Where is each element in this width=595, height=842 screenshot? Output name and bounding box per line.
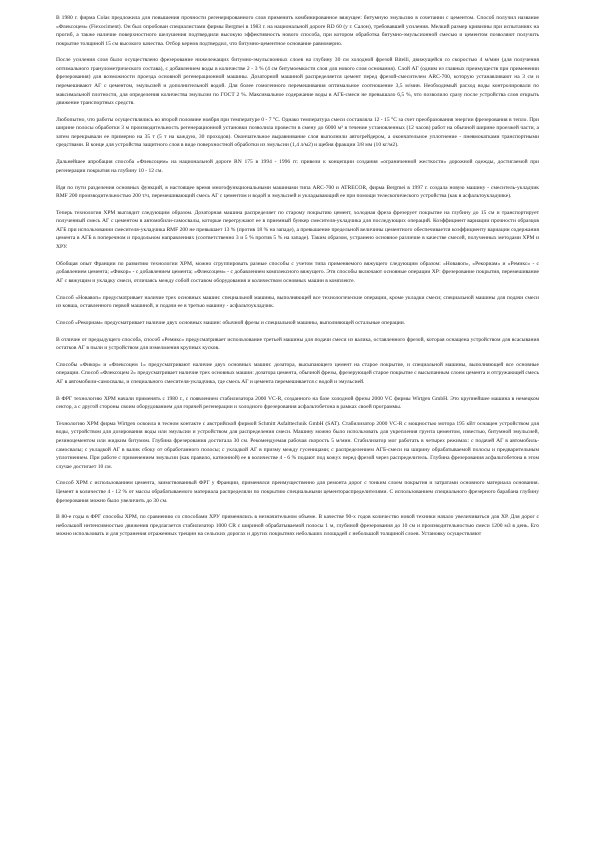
paragraph-1: В 1980 г. фирма Colas предложила для повышения прочности регенерированного слоя применить комбинированное вяжущее: битумную эмульсию в сочетании с цементом. Способ получил название «Флексоцем» (Flexociment). Он был опробован специалистами фирмы Bergmei в 1983 г. на национальной дороге RD 60 (у г. Салон), требовавшей усиления. Мелкий размер кривизны при испытаниях на прогиб, а также наличие поверхностного шелушения подтвердили высокую эффективность нового способа, при котором обработка битумно-эмульсионной смесью и цементом позволяют получить покрытие толщиной 15 см высокого качества. Отбор кернов подтвердил, что битумно-цементное основание равномерно. bbox=[56, 15, 539, 47]
paragraph-13: Технологию ХРМ фирма Wirtgen освоила в тесном контакте с австрийской фирмой Schmitt Asfalttechnik GmbH (SAT). Стабилизатор 2000 VC-R с мощностью мотора 195 кВт оснащен устройством для воды, устройством для дозирования воды или эмульсии и устройством для распределения смеси. Машину можно было использовать для укрепления грунта цементом, известью, битумной эмульсией, резиноцементом или жидким битумом. Глубина фрезерования достигала 30 см. Рекомендуемая рабочая скорость 5 м/мин. Стабилизатор мог работать в четырех режимах: с подачей АГ в автомобиль-самосвалы; с укладкой АГ в валик сбоку от обработанного полосы; с укладкой АГ в призму между гусеницами; с распределением АГБ-смеси на ширину обрабатываемой полосы и предварительным уплотнением. При работе с применением эмульсии (как правило, катионной) ее в количестве 4 - 6 % подают под кожух перед фрезой через распределитель. Глубина фрезерования асфальтобетона в этом случае достигает 10 см. bbox=[56, 420, 539, 470]
paragraph-9: Способ «Рекориам» предусматривает наличие двух основных машин: обычной фрезы и специальной машины, выполняющей остальные операции. bbox=[56, 319, 406, 326]
paragraph-8: Способ «Новавоп» предусматривает наличие трех основных машин: специальной машины, выполняющей все технологические операции, кроме укладки смеси; специальной машины для подачи смеси из ковша, оставленного первой машиной, и подачи ее в третью машину - асфальтоукладчик. bbox=[56, 294, 539, 310]
paragraph-4: Дальнейшее апробация способа «Флексоцем» на национальной дороге RN 175 в 1994 - 1996 гг. привели к концепции создания «ограниченной жесткости» дорожной одежды, достигаемой при регенерации покрытия на глубину 10 - 12 см. bbox=[56, 159, 539, 174]
paragraph-3: Любопытно, что работы осуществлялись во второй половине ноября при температуре 0 - 7 °С. Однако температура смеси составляла 12 - 15 °С за счет преобразования энергии фрезерования в тепло. При ширине полосы обработки 3 м производительность регенерационной установки позволила провести в смену до 6000 м² в течение установленных (12 часов) работ на обычной ширине проезжей части, а затем перекрывали ее примерно на 35 т (5 т на каждую, 30 проходов). Окончательное выравнивание слоя выполнили автогрейдером, а окончательное уплотнение - пневмокатками транспортными средствами. В конце для устройства защитного слоя в виде поверхностной обработки из эмульсии (1,4 л/м2) и щебня фракции 3/8 мм (10 кг/м2). bbox=[56, 116, 539, 149]
paragraph-15: В 80-е годы в ФРГ способы ХРМ, по сравнению со способами ХРУ применялись в незначительном объеме. В качестве 90-х годов количество новой техники начало увеличиваться для ХР. Для дорог с небольшой интенсивностью движения предлагается стабилизатор 1000 CR с шириной обрабатываемой полосы 1 м, глубиной фрезерования до 10 см и производительностью смеси 1200 м3 в день. Его можно использовать и для устранения отраженных трещин на сельских дорогах и других покрытиях небольших площадей с небольшой толщиной слоев. Установку осуществляют bbox=[56, 514, 539, 538]
paragraph-2: После усиления слоя было осуществлено фрезерование нижележащих битумно-эмульсионных слоев на глубину 30 см холодной фрезой Bitelli, движущейся со скоростью 4 м/мин (для получения оптимального гранулометрического состава), с добавлением воды в количестве 2 - 3 % (4 см битумоемкости слоя для нового слоя основания). Слой АГ (одним из главных преимуществ при применении фрезерования) для возможности проезда основной регенерационной машины. Дозаторной машиной распределяется цемент перед фрезой-смесителем ARC-700, которую устанавливают на 3 см и перемешивают АГ с цементом, эмульсией и дополнительной водой. Для более гомогенного перемешивания оптимальное соотношение 3,5 м/мин. Необходимый расход воды контролировали по максимальной плотности, для определения количества эмульсии по ГОСТ 2 %. Максимальное содержание воды в АГБ-смеси не превышало 6,5 %, что позволило сразу после устройства слоя открыть движение транспортных средств. bbox=[56, 57, 539, 107]
paragraph-12: В ФРГ технологию ХРМ начали применять с 1980 г., с появлением стабилизатора 2000 VC-R, созданного на базе холодной фрезы 2000 VC фирмы Wirtgen GmbH. Это крупнейшее машина в немецком сектор, а с другой стороны своим оборудованием для горячей регенерации и холодного фрезерования асфальтобетона в рамках своей программы. bbox=[56, 395, 539, 411]
paragraph-14: Способ ХРМ с использованием цемента, заимствованный ФРГ у Франции, применялся преимущественно для ремонта дорог с тонким слоем покрытия и затратами основного материала основания. Цемент в количестве 4 - 12 % от массы обрабатываемого материала распределяли по покрытию специальными цементораспределителями. С использованием специального фрезерного барабана глубину фрезерования можно было увеличить до 30 см. bbox=[56, 480, 539, 504]
paragraph-5: Идя по пути разделения основных функций, в настоящее время многофункциональными машинами типа ARC-700 и ATRECOR, фирма Bergmei в 1997 г. создала новую машину - смеситель-укладчик RMF 200 производительностью 200 т/ч, перемешивающий смесь АГ с цементом и водой и эмульсией и укладывающий ее при помощи телескопического устройства (как в асфальтоукладчике). bbox=[56, 184, 539, 200]
paragraph-7: Обобщая опыт Франции по развитию технологии ХРМ, можно сгруппировать разные способы с учетом типа применяемого вяжущего следующим образом: «Новавоп», «Рекориам» и «Ремикс» - с добавлением цемента; «Фикор» - с добавлением цемента; «Флексоцем» - с добавлением комплексного вяжущего. Эти способы включают основные операции ХР: фрезерование покрытия, перемешивание АГ с вяжущим и укладку смеси, отличаясь между собой составом оборудования и количеством основных машин в комплекте. bbox=[56, 260, 539, 284]
paragraph-6: Теперь технология ХРМ выглядит следующим образом. Дозаторная машина распределяет по старому покрытию цемент, холодная фреза фрезерует покрытие на глубину до 15 см и транспортирует полученный смесь АГ с цементом в автомобили-самосвалы, которые перегружают ее в приемный бункер смесителя-укладчика для последующих операций. Коэффициент вариации прочности образцов АГБ при использовании смесителя-укладчика RMF 200 не превышает 13 % (против 18 % на западе), а превышение предельной величины цементного обеспечивается коэффициенту вариации содержания цемента в АГБ в поперечном и продольном направлениях (соответственно 3 и 5 % против 5 % на западе). Таким образом, устранено основное различие в качестве смесей, полученных методами ХРМ и ХРУ. bbox=[56, 209, 539, 250]
paragraph-10: В отличие от предыдущего способа, способ «Ремикс» предусматривает использование третьей машины для подачи смеси из валика, оставленного фрезой, которая оснащена устройством для всасывания остатков АГ в пыли и устройством для измельчения крупных кусков. bbox=[56, 336, 539, 352]
paragraph-11: Способы «Фикор» и «Флексоцем 1» предусматривают наличие двух основных машин: дозатора, высыпающего цемент на старое покрытие, и специальной машины, выполняющей все основные операции. Способ «Флексоцем 2» предусматривает наличие трех основных машин: дозатора цемента, обычной фрезы, фрезерующей старое покрытие с высыпанным слоем цемента и отгружающей смесь АГ в автомобили-самосвалы, и специального смесителя-укладчика, где смесь АГ и цемента перемешивается с водой и эмульсией. bbox=[56, 361, 539, 385]
